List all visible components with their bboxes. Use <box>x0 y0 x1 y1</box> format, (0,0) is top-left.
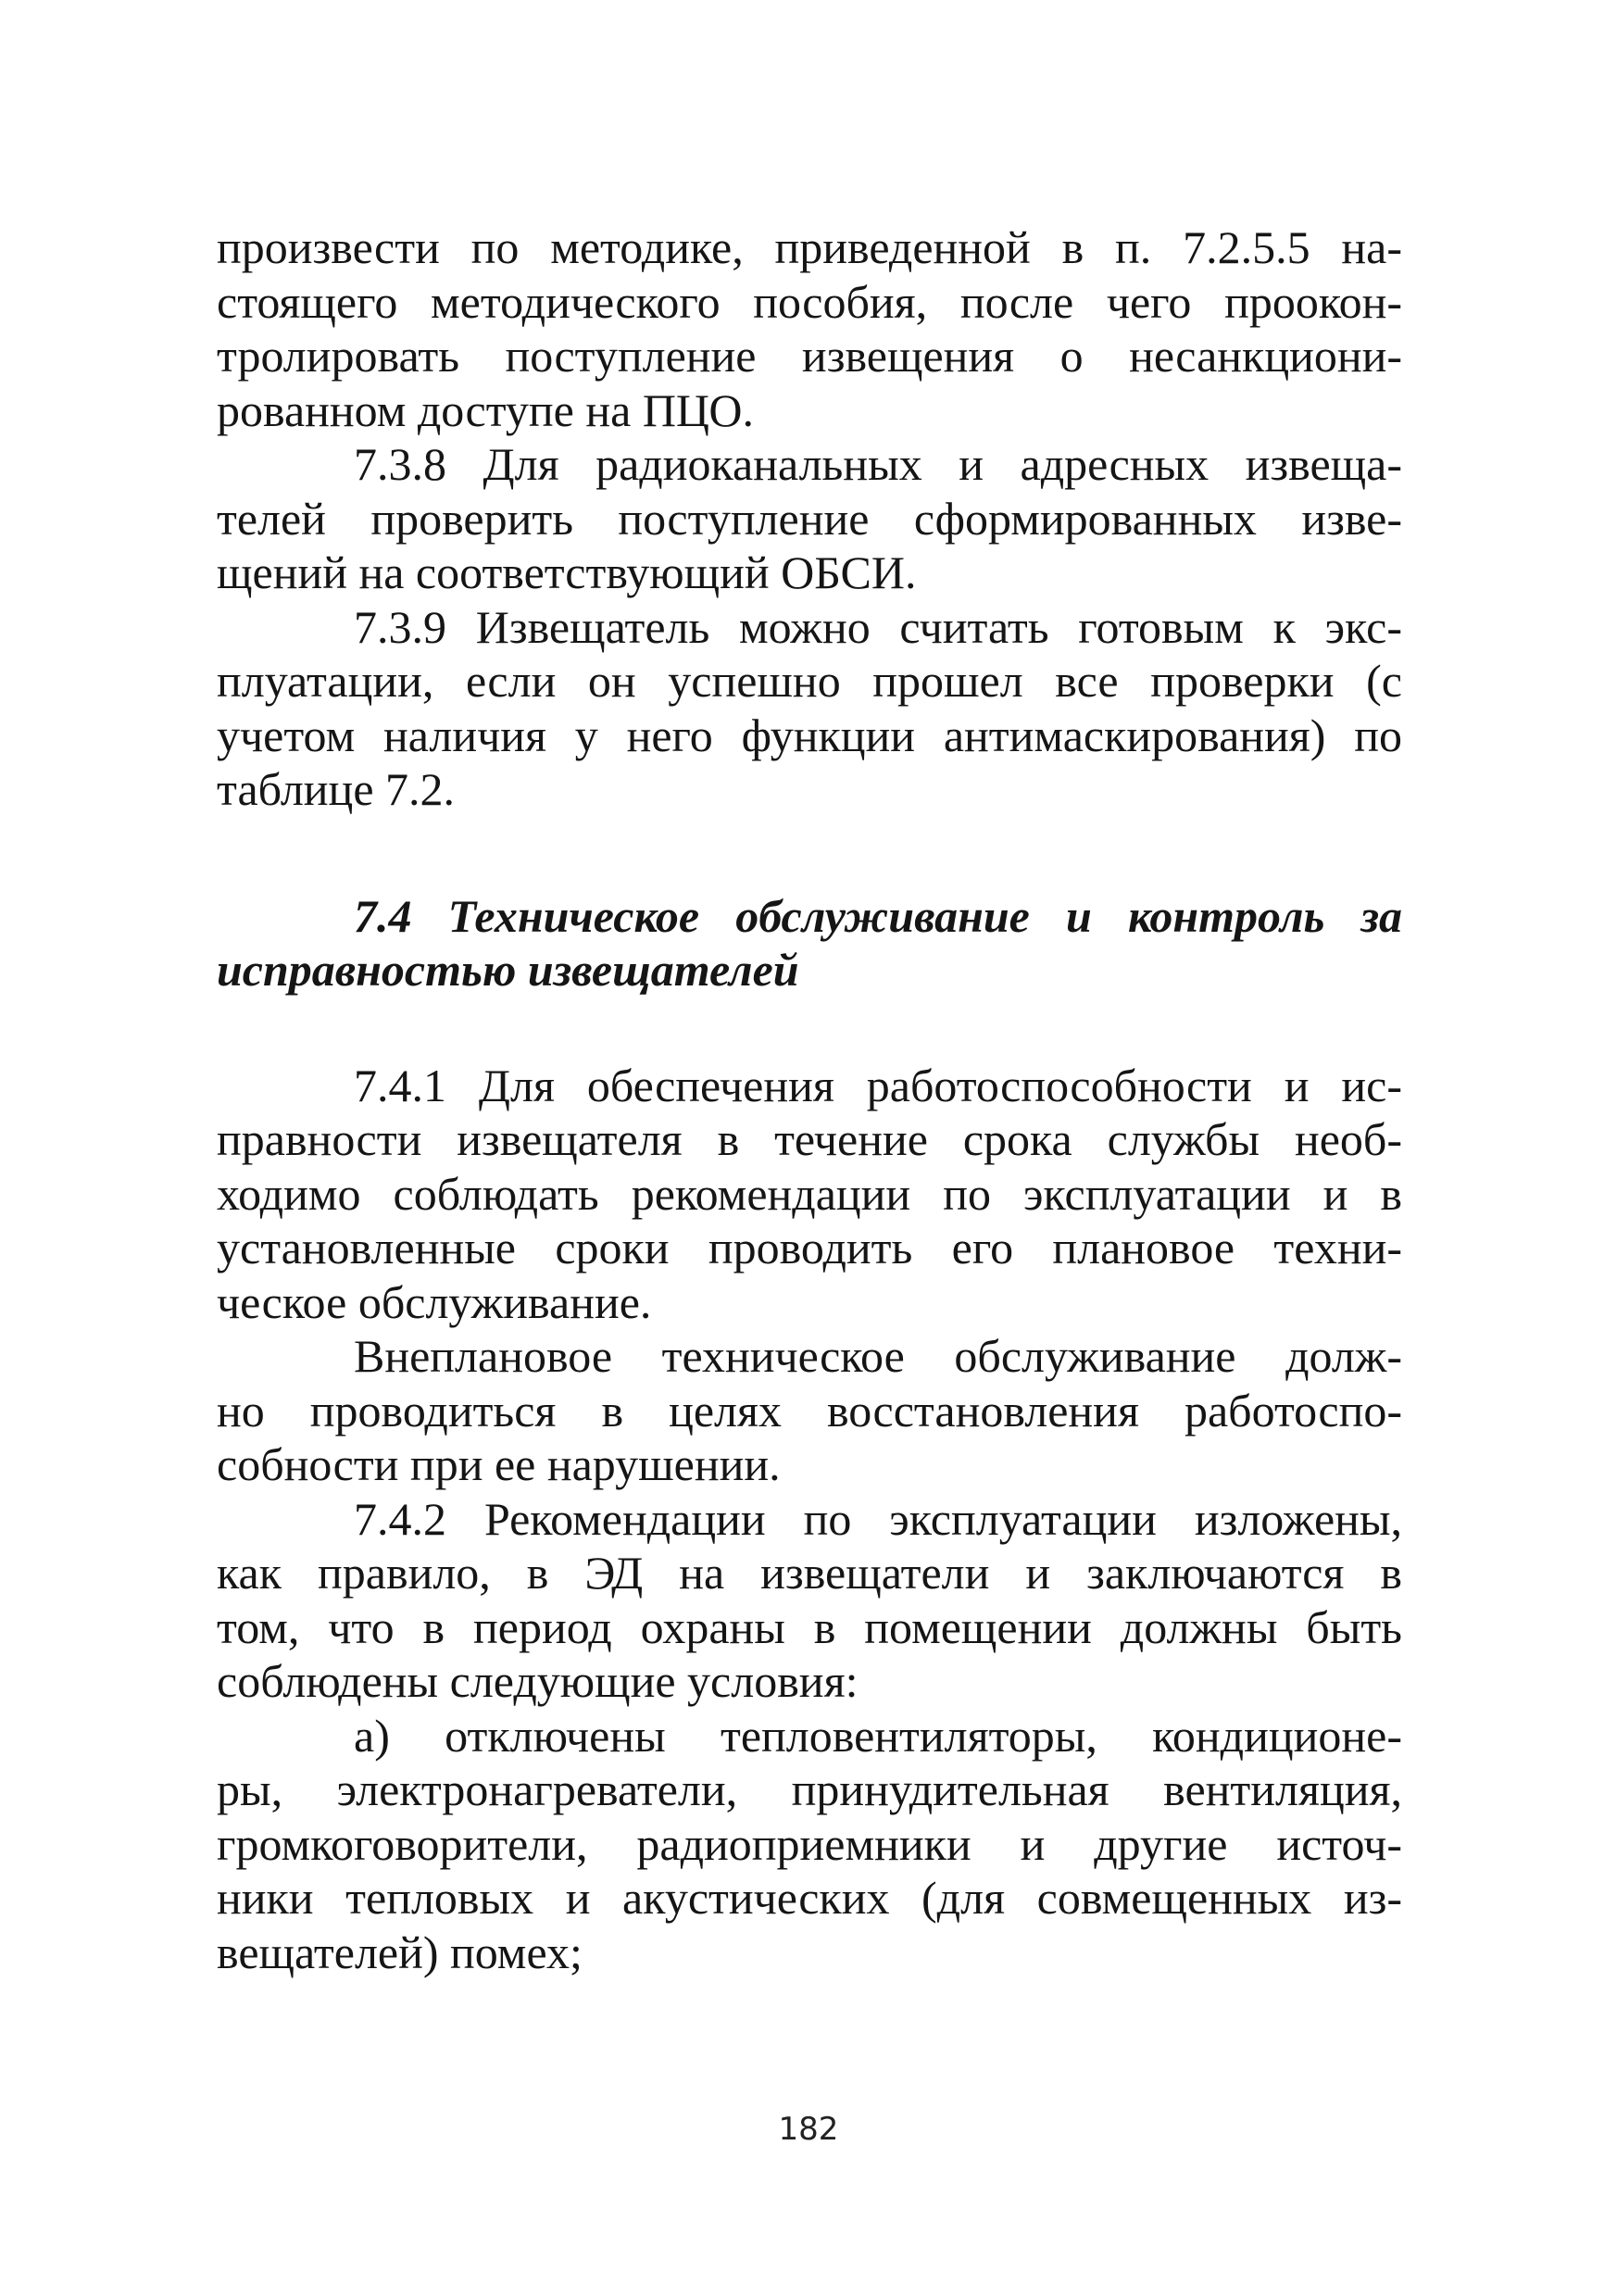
text-line: рованном доступе на ПЦО. <box>217 383 754 436</box>
text-line: Внеплановое техническое обслуживание долж- <box>354 1330 1402 1382</box>
paragraph-7-4-1 <box>217 1059 1402 1330</box>
spacer <box>217 817 1402 889</box>
section-heading-7-4 <box>217 889 1402 997</box>
text-line: ходимо соблюдать рекомендации по эксплуатации и в <box>217 1167 1402 1220</box>
text-line: тролировать поступление извещения о несанкциони- <box>217 330 1402 382</box>
text-line: но проводиться в целях восстановления работоспо- <box>217 1384 1402 1437</box>
text-line: собности при ее нарушении. <box>217 1438 781 1490</box>
paragraph-continuation <box>217 220 1402 437</box>
text-line: соблюдены следующие условия: <box>217 1655 859 1707</box>
text-line: как правило, в ЭД на извещатели и заключаются в <box>217 1547 1402 1599</box>
paragraph-7-3-9 <box>217 600 1402 817</box>
text-line: ники тепловых и акустических (для совмещенных из- <box>217 1872 1402 1924</box>
list-item-a <box>217 1709 1402 1980</box>
text-line: учетом наличия у него функции антимаскирования) по <box>217 709 1402 761</box>
body-text <box>217 220 1402 1979</box>
paragraph-7-3-8 <box>217 437 1402 600</box>
paragraph-7-4-2 <box>217 1492 1402 1709</box>
text-line: таблице 7.2. <box>217 763 456 815</box>
text-line: том, что в период охраны в помещении должны быть <box>217 1600 1402 1653</box>
text-line: ческое обслуживание. <box>217 1275 652 1328</box>
text-line: 7.3.8 Для радиоканальных и адресных извеща- <box>354 438 1402 490</box>
text-line: 7.4.2 Рекомендации по эксплуатации изложены, <box>354 1492 1402 1545</box>
paragraph-unplanned-maintenance <box>217 1329 1402 1492</box>
text-line: установленные сроки проводить его плановое техни- <box>217 1222 1402 1273</box>
text-line: правности извещателя в течение срока службы необ- <box>217 1113 1402 1165</box>
text-line: ры, электронагреватели, принудительная вентиляция, <box>217 1763 1402 1815</box>
text-line: телей проверить поступление сформированных изве- <box>217 492 1402 545</box>
spacer <box>217 997 1402 1059</box>
text-line: щений на соответствующий ОБСИ. <box>217 546 917 598</box>
heading-line: 7.4 Техническое обслуживание и контроль за <box>354 889 1402 942</box>
text-line: произвести по методике, приведенной в п. 7.2.5.5 на- <box>217 221 1402 273</box>
page-number: 182 <box>778 2111 839 2148</box>
text-line: а) отключены тепловентиляторы, кондиционе- <box>354 1709 1402 1762</box>
text-line: 7.3.9 Извещатель можно считать готовым к экс- <box>354 600 1402 653</box>
text-line: плуатации, если он успешно прошел все проверки (с <box>217 655 1402 707</box>
heading-line: исправностью извещателей <box>217 944 799 996</box>
text-line: стоящего методического пособия, после чего проокон- <box>217 275 1402 328</box>
text-line: вещателей) помех; <box>217 1926 583 1978</box>
text-line: 7.4.1 Для обеспечения работоспособности и ис- <box>354 1059 1402 1111</box>
text-line: громкоговорители, радиоприемники и другие источ- <box>217 1817 1402 1870</box>
